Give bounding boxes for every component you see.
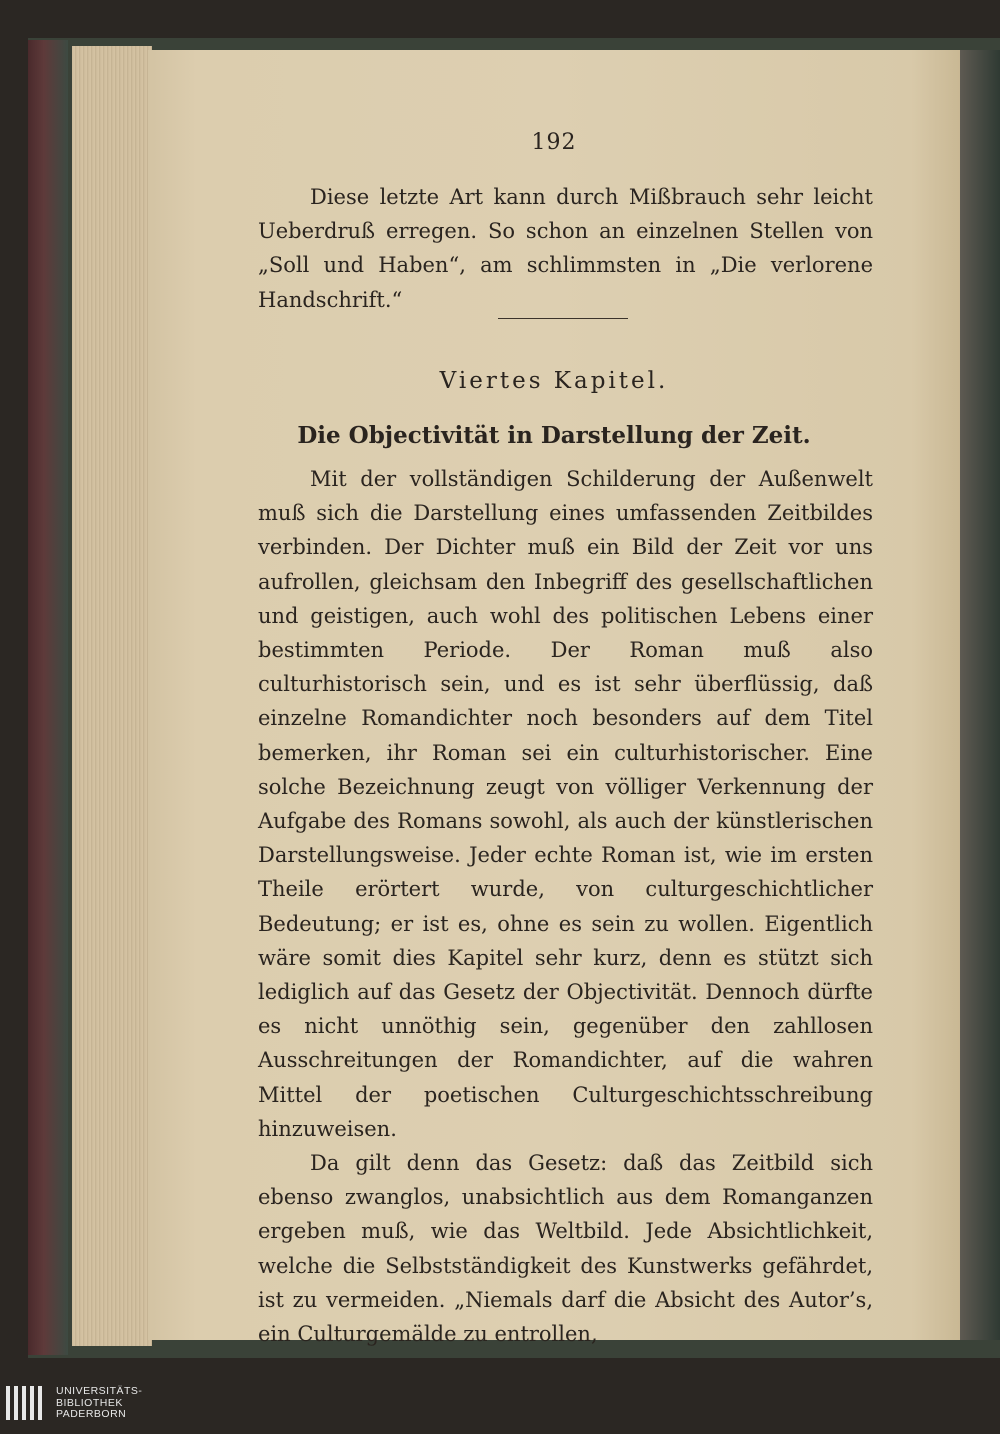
top-paragraph [258, 180, 873, 317]
logo-line: UNIVERSITÄTS- [56, 1385, 143, 1397]
paragraph: Da gilt denn das Gesetz: daß das Zeitbild sich ebenso zwanglos, unabsichtlich aus dem Romanganzen ergeben muß, wie das Weltbild. Jede Absichtlichkeit, welche die Selbstständigkeit des Kunstwerks gefährdet, ist zu vermeiden. „Niemals darf die Absicht des Autor’s, ein Culturgemälde zu entrollen, [258, 1151, 873, 1347]
logo-line: PADERBORN [56, 1408, 127, 1420]
right-page-edge [960, 50, 1000, 1340]
logo-bars-icon [6, 1386, 46, 1424]
paragraph: Mit der vollständigen Schilderung der Außenwelt muß sich die Darstellung eines umfassenden Zeitbildes verbinden. Der Dichter muß ein Bild der Zeit vor uns aufrollen, gleichsam den Inbegriff des gesellschaftlichen und geistigen, auch wohl des politischen Lebens einer bestimmten Periode. Der Roman muß also culturhistorisch sein, und es ist sehr überflüssig, daß einzelne Romandichter noch besonders auf dem Titel bemerken, ihr Roman sei ein culturhistorischer. Eine solche Bezeichnung zeugt von völliger Verkennung der Aufgabe des Romans sowohl, als auch der künstlerischen Darstellungsweise. Jeder echte Roman ist, wie im ersten Theile erörtert wurde, von culturgeschichtlicher Bedeutung; er ist es, ohne es sein zu wollen. Eigentlich wäre somit dies Kapitel sehr kurz, denn es stützt sich lediglich auf das Gesetz der Objectivität. Dennoch dürfte es nicht unnöthig sein, gegenüber den zahllosen Ausschreitungen der Romandichter, auf die wahren Mittel der poetischen Culturgeschichtsschreibung hinzuweisen. [258, 467, 873, 1141]
book-page [148, 50, 960, 1347]
page-number: 192 [531, 130, 577, 155]
library-logo [0, 1376, 220, 1434]
logo-text [56, 1386, 142, 1421]
chapter-title: Die Objectivität in Darstellung der Zeit. [297, 422, 811, 449]
page-stack-edge [72, 46, 152, 1346]
body-text [258, 462, 873, 1351]
paragraph: Diese letzte Art kann durch Mißbrauch sehr leicht Ueberdruß erregen. So schon an einzelnen Stellen von „Soll und Haben“, am schlimmsten in „Die verlorene Handschrift.“ [258, 185, 873, 312]
logo-line: BIBLIOTHEK [56, 1396, 123, 1409]
chapter-label: Viertes Kapitel. [439, 368, 669, 394]
section-divider [498, 318, 628, 319]
book-spine [28, 40, 68, 1355]
